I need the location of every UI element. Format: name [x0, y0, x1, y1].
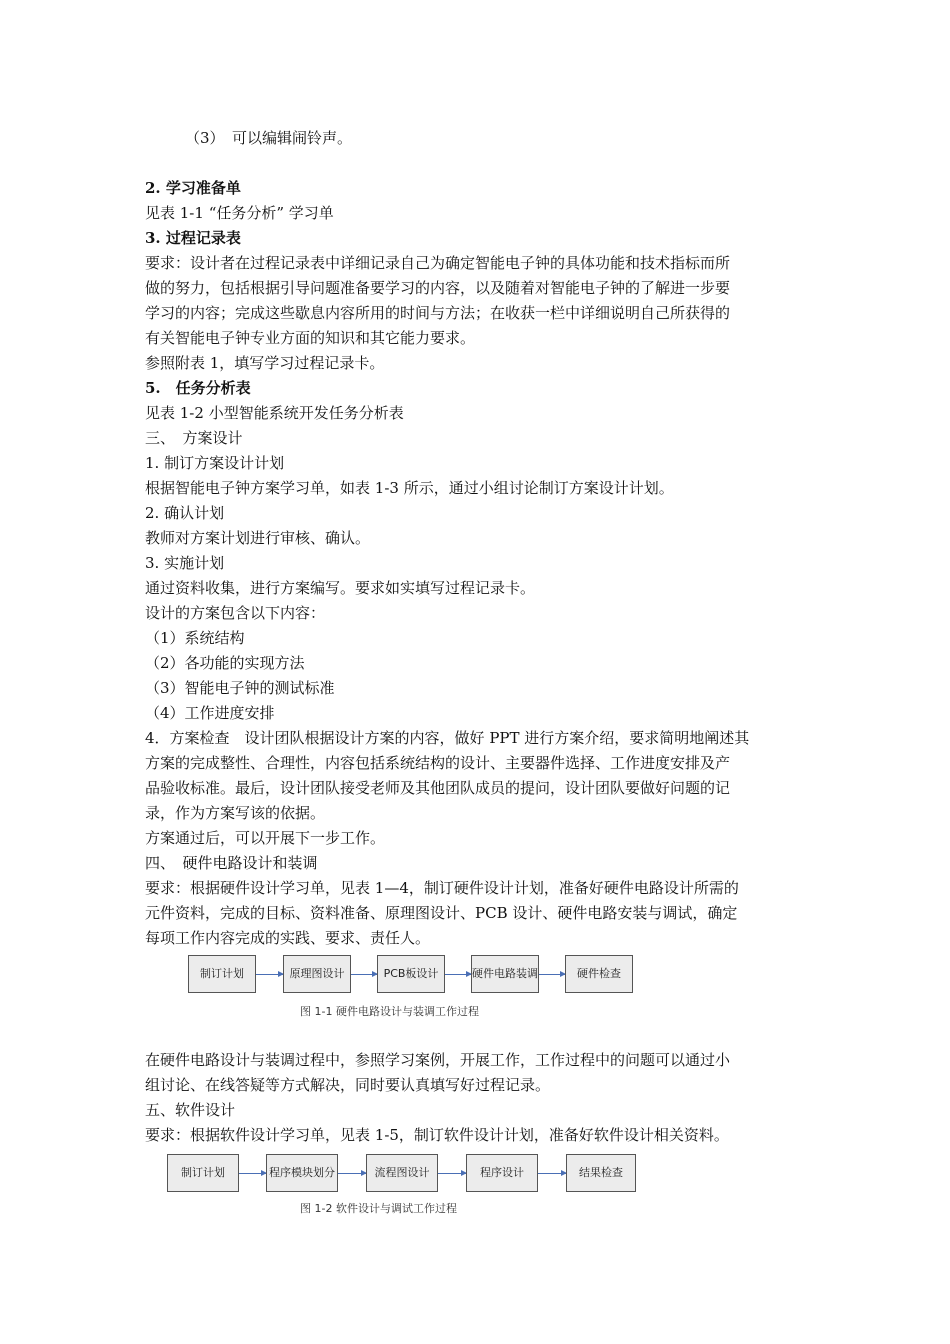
subheading: 1. 制订方案设计计划: [145, 454, 285, 472]
paragraph: 方案通过后，可以开展下一步工作。: [145, 829, 386, 847]
paragraph: 参照附表 1，填写学习过程记录卡。: [145, 354, 385, 372]
section-heading-hardware: 四、 硬件电路设计和装调: [145, 854, 318, 872]
figure-caption: 图 1-2 软件设计与调试工作过程: [300, 1202, 457, 1215]
paragraph: 每项工作内容完成的实践、要求、责任人。: [145, 929, 431, 947]
flow1-step-2: 原理图设计: [283, 955, 351, 993]
flow2-step-5: 结果检查: [566, 1154, 636, 1192]
flow2-step-2: 程序模块划分: [266, 1154, 338, 1192]
paragraph: 见表 1-2 小型智能系统开发任务分析表: [145, 404, 404, 422]
paragraph: 通过资料收集，进行方案编写。要求如实填写过程记录卡。: [145, 579, 536, 597]
paragraph: 要求：根据硬件设计学习单，见表 1—4，制订硬件设计计划，准备好硬件电路设计所需的: [145, 879, 739, 897]
paragraph: 在硬件电路设计与装调过程中，参照学习案例，开展工作，工作过程中的问题可以通过小: [145, 1051, 731, 1069]
flow1-step-4: 硬件电路装调: [471, 955, 539, 993]
figure-caption: 图 1-1 硬件电路设计与装调工作过程: [300, 1005, 479, 1018]
arrow-right-icon: [338, 1173, 366, 1174]
paragraph: 教师对方案计划进行审核、确认。: [145, 529, 371, 547]
paragraph: 设计的方案包含以下内容：: [145, 604, 326, 622]
paragraph: 根据智能电子钟方案学习单，如表 1-3 所示，通过小组讨论制订方案设计计划。: [145, 479, 674, 497]
arrow-right-icon: [538, 1173, 566, 1174]
section-heading-plan-design: 三、 方案设计: [145, 429, 243, 447]
arrow-right-icon: [256, 974, 283, 975]
heading-process-record: 3. 过程记录表: [145, 229, 241, 247]
section-heading-software: 五、软件设计: [145, 1101, 236, 1119]
paragraph: 组讨论、在线答疑等方式解决，同时要认真填写好过程记录。: [145, 1076, 551, 1094]
arrow-right-icon: [539, 974, 565, 975]
list-item: （1）系统结构: [145, 629, 245, 647]
flow1-step-5: 硬件检查: [565, 955, 633, 993]
paragraph: 做的努力，包括根据引导问题准备要学习的内容，以及随着对智能电子钟的了解进一步要: [145, 279, 731, 297]
arrow-right-icon: [445, 974, 471, 975]
list-item: （2）各功能的实现方法: [145, 654, 305, 672]
paragraph: 录，作为方案写该的依据。: [145, 804, 326, 822]
flow1-step-3: PCB板设计: [377, 955, 445, 993]
arrow-right-icon: [438, 1173, 466, 1174]
paragraph: 有关智能电子钟专业方面的知识和其它能力要求。: [145, 329, 476, 347]
paragraph: 要求：设计者在过程记录表中详细记录自己为确定智能电子钟的具体功能和技术指标而所: [145, 254, 731, 272]
paragraph: 品验收标准。最后，设计团队接受老师及其他团队成员的提问，设计团队要做好问题的记: [145, 779, 731, 797]
subheading: 2. 确认计划: [145, 504, 225, 522]
paragraph: 元件资料，完成的目标、资料准备、原理图设计、PCB 设计、硬件电路安装与调试，确定: [145, 904, 738, 922]
paragraph: 学习的内容；完成这些歇息内容所用的时间与方法；在收获一栏中详细说明自己所获得的: [145, 304, 731, 322]
paragraph: 见表 1-1 “任务分析” 学习单: [145, 204, 334, 222]
list-item: （4）工作进度安排: [145, 704, 275, 722]
heading-study-prep: 2. 学习准备单: [145, 179, 241, 197]
heading-task-analysis: 5. 任务分析表: [145, 379, 251, 397]
paragraph: 4．方案检查 设计团队根据设计方案的内容，做好 PPT 进行方案介绍，要求简明地阐述其: [145, 729, 750, 747]
subheading: 3. 实施计划: [145, 554, 225, 572]
flow2-step-1: 制订计划: [167, 1154, 239, 1192]
list-item: （3）智能电子钟的测试标准: [145, 679, 335, 697]
arrow-right-icon: [351, 974, 377, 975]
flow2-step-4: 程序设计: [466, 1154, 538, 1192]
arrow-right-icon: [239, 1173, 266, 1174]
flow2-step-3: 流程图设计: [366, 1154, 438, 1192]
paragraph: 方案的完成整性、合理性，内容包括系统结构的设计、主要器件选择、工作进度安排及产: [145, 754, 731, 772]
paragraph: 要求：根据软件设计学习单，见表 1-5，制订软件设计计划，准备好软件设计相关资料。: [145, 1126, 729, 1144]
list-item-edit-alarm: （3） 可以编辑闹铃声。: [185, 129, 353, 147]
flow1-step-1: 制订计划: [188, 955, 256, 993]
